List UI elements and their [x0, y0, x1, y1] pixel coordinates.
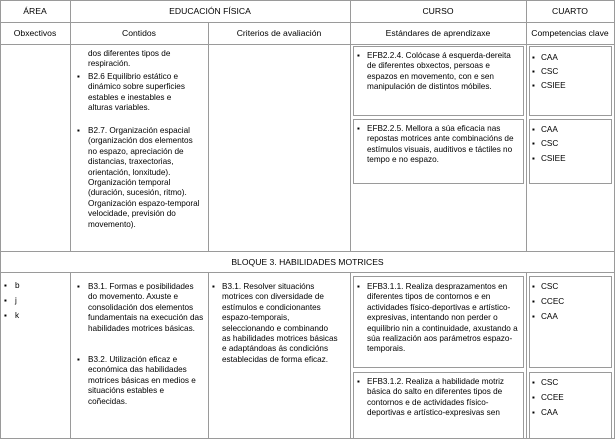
competence-item: CSC — [541, 378, 559, 387]
course-value: CUARTO — [552, 6, 588, 16]
subject-title: EDUCACIÓN FÍSICA — [169, 6, 251, 16]
standard-efb2-2-4: EFB2.2.4. Colócase á esquerda-dereita de diferentes obxectos, persoas e espazos en movemento, con e sen manipulación de distintos móbiles. — [367, 51, 511, 92]
course-label: CURSO — [422, 6, 454, 16]
competence-item: CSC — [541, 282, 559, 291]
competence-item: CAA — [541, 408, 558, 417]
bullet-icon: ▪ — [532, 408, 535, 417]
competence-item: CSC — [541, 67, 559, 76]
standard-efb3-1-1: EFB3.1.1. Realiza desprazamentos en diferentes tipos de contornos e en actividades físico-deportivas e artístico-expresivas, intentando non perder o equilibrio nin a continuidade, axustando a súa realización aos parámetros espazo-temporais. — [367, 282, 518, 354]
column-header-criteria: Criterios de avaliación — [236, 28, 322, 38]
bullet-icon: ▪ — [357, 124, 360, 133]
bullet-icon: ▪ — [532, 139, 535, 148]
bullet-icon: ▪ — [532, 154, 535, 163]
content-continuation: dos diferentes tipos de respiración. — [88, 49, 171, 69]
competence-item: CCEE — [541, 393, 564, 402]
block-title: BLOQUE 3. HABILIDADES MOTRICES — [231, 257, 384, 267]
area-label: ÁREA — [23, 6, 47, 16]
competence-item: CAA — [541, 312, 558, 321]
bullet-icon: ▪ — [532, 282, 535, 291]
bullet-icon: ▪ — [77, 126, 80, 135]
bullet-icon: ▪ — [357, 377, 360, 386]
competence-item: CSIEE — [541, 154, 566, 163]
bullet-icon: ▪ — [532, 125, 535, 134]
content-b3-2: B3.2. Utilización eficaz e económica das habilidades motrices básicas en medios e situacións estables e coñecidas. — [88, 355, 196, 406]
standard-efb3-1-2: EFB3.1.2. Realiza a habilidade motriz básica do salto en diferentes tipos de contornos e de actividades físico-deportivas e artístico-expresivas sen — [367, 377, 504, 418]
bullet-icon: ▪ — [532, 297, 535, 306]
bullet-icon: ▪ — [4, 311, 7, 320]
column-header-contents: Contidos — [122, 28, 156, 38]
competence-item: CAA — [541, 125, 558, 134]
bullet-icon: ▪ — [357, 51, 360, 60]
competence-item: CSC — [541, 139, 559, 148]
bullet-icon: ▪ — [532, 378, 535, 387]
standard-efb2-2-5: EFB2.2.5. Mellora a súa eficacia nas repostas motrices ante combinacións de estímulos visuais, auditivos e táctiles no tempo e no espazo. — [367, 124, 514, 165]
bullet-icon: ▪ — [77, 355, 80, 364]
bullet-icon: ▪ — [532, 312, 535, 321]
competence-item: CCEC — [541, 297, 565, 306]
criterion-b3-1: B3.1. Resolver situacións motrices con diversidade de estímulos e condicionantes espazo-temporais, seleccionando e combinando as habilidades motrices básicas e adaptándoas ás condicións establecidas de forma eficaz. — [222, 282, 338, 364]
column-header-competences: Competencias clave — [531, 28, 609, 38]
column-header-objectives: Obxectivos — [13, 28, 57, 38]
content-b2-7: B2.7. Organización espacial (organización dos elementos no espazo, apreciación de distancias, traxectorias, orientación, lonxitude). Organización temporal (duración, sucesión, ritmo). Organización espazo-temporal velocidade, previsión do movemento). — [88, 126, 200, 229]
competence-item: CAA — [541, 53, 558, 62]
bullet-icon: ▪ — [77, 282, 80, 291]
bullet-icon: ▪ — [4, 281, 7, 290]
bullet-icon: ▪ — [4, 296, 7, 305]
content-b3-1: B3.1. Formas e posibilidades do movemento. Axuste e consolidación dos elementos fundamentais na execución das habilidades motrices básicas. — [88, 282, 204, 333]
bullet-icon: ▪ — [532, 53, 535, 62]
content-b2-6: B2.6 Equilibrio estático e dinámico sobre superficies estables e inestables e alturas variables. — [88, 72, 185, 113]
bullet-icon: ▪ — [532, 81, 535, 90]
bullet-icon: ▪ — [77, 72, 80, 81]
objective-item: j — [15, 296, 17, 305]
bullet-icon: ▪ — [212, 282, 215, 291]
objective-item: b — [15, 281, 20, 290]
bullet-icon: ▪ — [532, 67, 535, 76]
bullet-icon: ▪ — [532, 393, 535, 402]
column-header-standards: Estándares de aprendizaxe — [385, 28, 491, 38]
bullet-icon: ▪ — [357, 282, 360, 291]
competence-item: CSIEE — [541, 81, 566, 90]
objective-item: k — [15, 311, 20, 320]
